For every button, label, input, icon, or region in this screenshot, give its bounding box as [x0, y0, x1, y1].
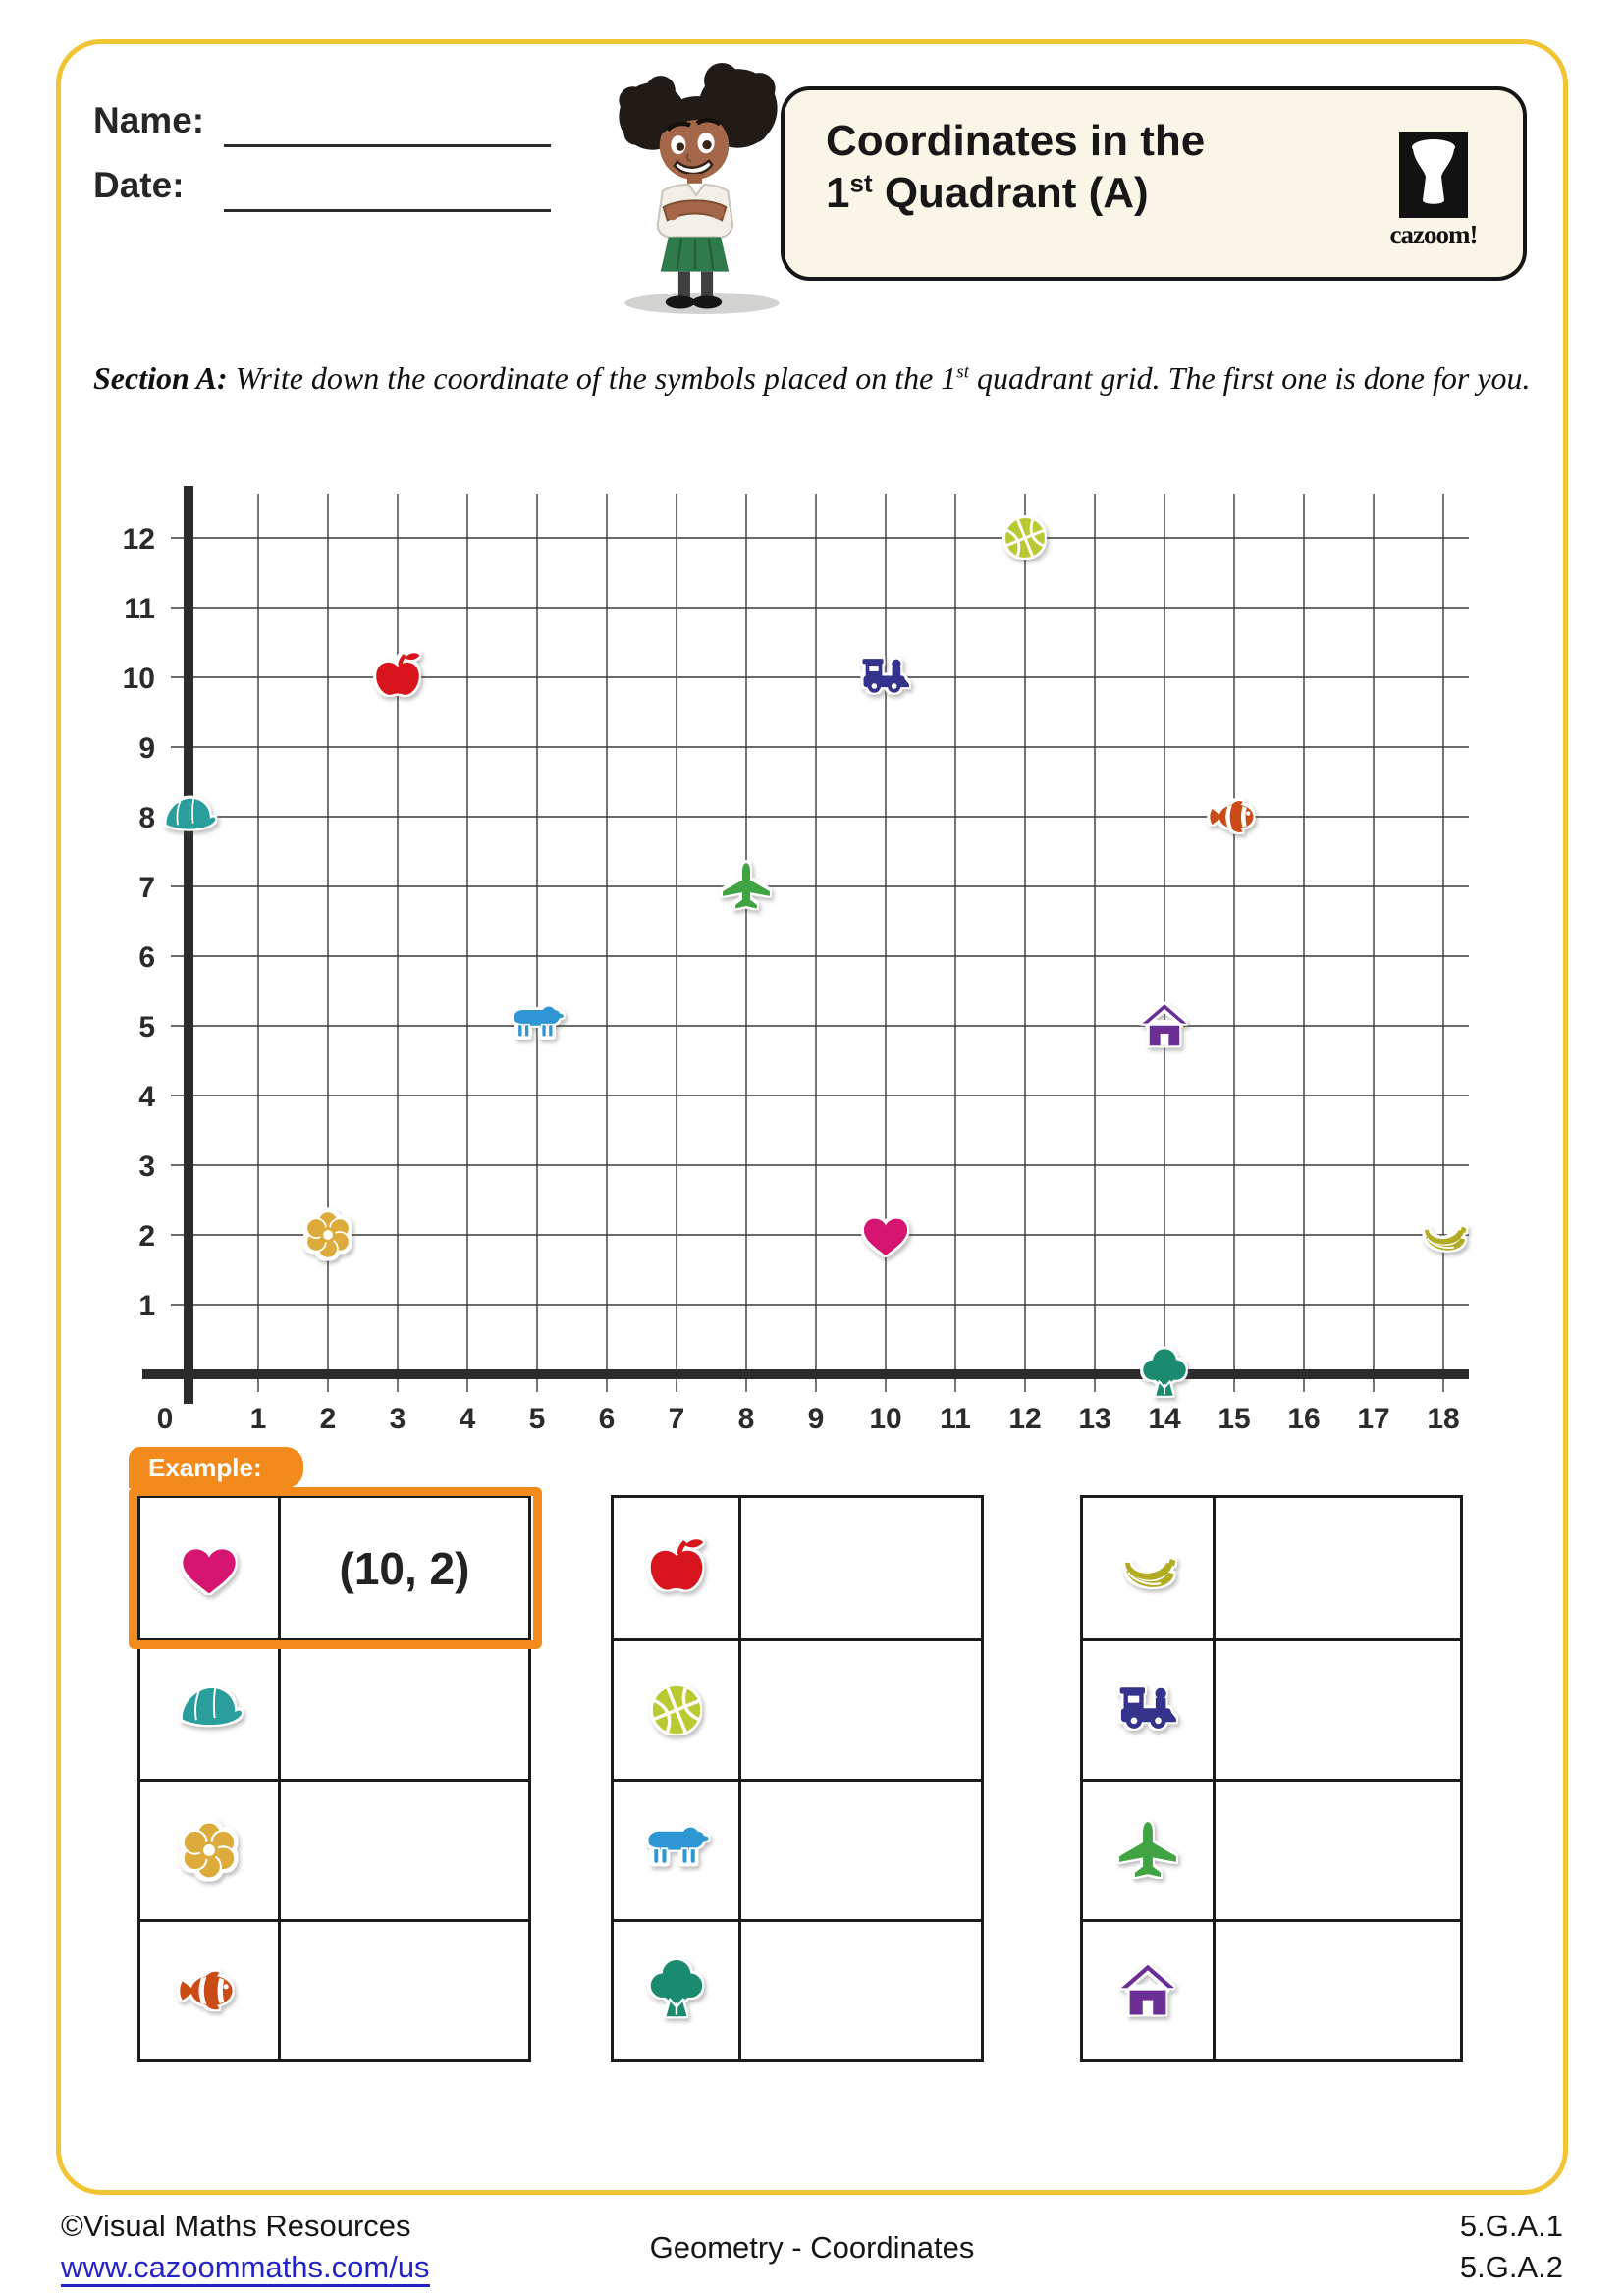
y-tick-label: 4 [138, 1081, 155, 1113]
answer-table-2 [611, 1495, 984, 2062]
y-tick-label: 5 [138, 1011, 155, 1043]
apple-icon [614, 1498, 741, 1638]
x-tick-label: 10 [869, 1403, 902, 1435]
answer-table-1 [137, 1453, 531, 2062]
table-row [614, 1779, 981, 1919]
heart-icon [140, 1498, 281, 1638]
table-row [1083, 1498, 1460, 1638]
table-row [140, 1779, 528, 1919]
answer-cell [741, 1782, 981, 1919]
x-tick-label: 17 [1357, 1403, 1390, 1435]
answer-cell [281, 1922, 528, 2059]
flower-icon [306, 1211, 350, 1257]
x-tick-label: 13 [1078, 1403, 1111, 1435]
x-tick-label: 15 [1218, 1403, 1251, 1435]
x-tick-label: 3 [389, 1403, 406, 1435]
table-row [140, 1919, 528, 2059]
answer-cell [741, 1641, 981, 1779]
y-tick-label: 7 [138, 872, 155, 904]
x-tick-label: 18 [1427, 1403, 1460, 1435]
tree-icon [1143, 1349, 1186, 1395]
table-row [1083, 1638, 1460, 1779]
name-line [224, 144, 551, 147]
cap-icon [140, 1641, 281, 1779]
table-row [1083, 1919, 1460, 2059]
answer-cell [1216, 1922, 1460, 2059]
x-tick-label: 6 [598, 1403, 616, 1435]
train-icon [1083, 1641, 1216, 1779]
date-line [224, 209, 551, 212]
coordinate-grid [93, 469, 1497, 1461]
x-tick-label: 11 [940, 1403, 971, 1435]
y-tick-label: 11 [124, 593, 155, 625]
table-row [140, 1453, 528, 1638]
standard-code-1: 5.G.A.1 [1459, 2209, 1563, 2243]
answer-cell [281, 1641, 528, 1779]
x-tick-label: 8 [737, 1403, 755, 1435]
banana-icon [1425, 1227, 1466, 1251]
date-label: Date: [93, 165, 185, 205]
basketball-icon [614, 1641, 741, 1779]
table-row [614, 1498, 981, 1638]
answer-cell: (10, 2) [339, 1542, 470, 1594]
x-tick-label: 14 [1148, 1403, 1181, 1435]
cazoom-logo-text: cazoom! [1389, 220, 1478, 249]
x-tick-label: 12 [1008, 1403, 1042, 1435]
fish-icon [1210, 801, 1253, 832]
answer-cell [741, 1922, 981, 2059]
x-tick-label: 0 [156, 1403, 174, 1435]
title-box [781, 86, 1527, 281]
airplane-icon [1083, 1782, 1216, 1919]
worksheet-title: Coordinates in the 1st Quadrant (A) [826, 117, 1206, 217]
x-tick-label: 5 [528, 1403, 546, 1435]
table-row [614, 1638, 981, 1779]
cazoom-drum-icon [1397, 132, 1470, 218]
x-tick-label: 2 [319, 1403, 337, 1435]
name-label: Name: [93, 100, 205, 140]
bear-icon [614, 1782, 741, 1919]
y-tick-label: 12 [122, 523, 155, 556]
x-tick-label: 1 [249, 1403, 267, 1435]
example-tab: Example: [129, 1447, 303, 1488]
x-tick-label: 7 [668, 1403, 685, 1435]
y-tick-label: 9 [138, 732, 155, 765]
y-tick-label: 1 [138, 1290, 155, 1322]
fish-icon [140, 1922, 281, 2059]
y-tick-label: 10 [122, 663, 155, 695]
website-link[interactable]: www.cazoommaths.com/us [61, 2250, 430, 2285]
house-icon [1083, 1922, 1216, 2059]
x-tick-label: 16 [1287, 1403, 1321, 1435]
answer-cell [281, 1782, 528, 1919]
airplane-icon [723, 863, 770, 908]
answer-table-3 [1080, 1495, 1463, 2062]
x-tick-label: 4 [459, 1403, 476, 1435]
banana-icon [1083, 1498, 1216, 1638]
y-tick-label: 2 [138, 1220, 155, 1253]
table-row [140, 1638, 528, 1779]
copyright-text: ©Visual Maths Resources [61, 2209, 411, 2243]
basketball-icon [1000, 512, 1051, 563]
table-row [614, 1919, 981, 2059]
table-row [1083, 1779, 1460, 1919]
section-a-instruction: Section A: Write down the coordinate of the symbols placed on the 1st quadrant grid. The first one is done for you. [93, 360, 1531, 396]
cazoom-logo [1370, 132, 1497, 250]
y-tick-label: 3 [138, 1150, 155, 1183]
y-tick-label: 8 [138, 802, 155, 834]
cap-icon [166, 799, 215, 829]
answer-cell [1216, 1498, 1460, 1638]
y-tick-label: 6 [138, 941, 155, 974]
answer-cell [1216, 1641, 1460, 1779]
answer-cell [741, 1498, 981, 1638]
standard-code-2: 5.G.A.2 [1459, 2250, 1563, 2284]
tree-icon [614, 1922, 741, 2059]
flower-icon [140, 1782, 281, 1919]
x-tick-label: 9 [807, 1403, 825, 1435]
girl-mascot-illustration [601, 59, 793, 316]
bear-icon [514, 1007, 564, 1038]
footer-topic: Geometry - Coordinates [649, 2230, 975, 2265]
answer-cell [1216, 1782, 1460, 1919]
